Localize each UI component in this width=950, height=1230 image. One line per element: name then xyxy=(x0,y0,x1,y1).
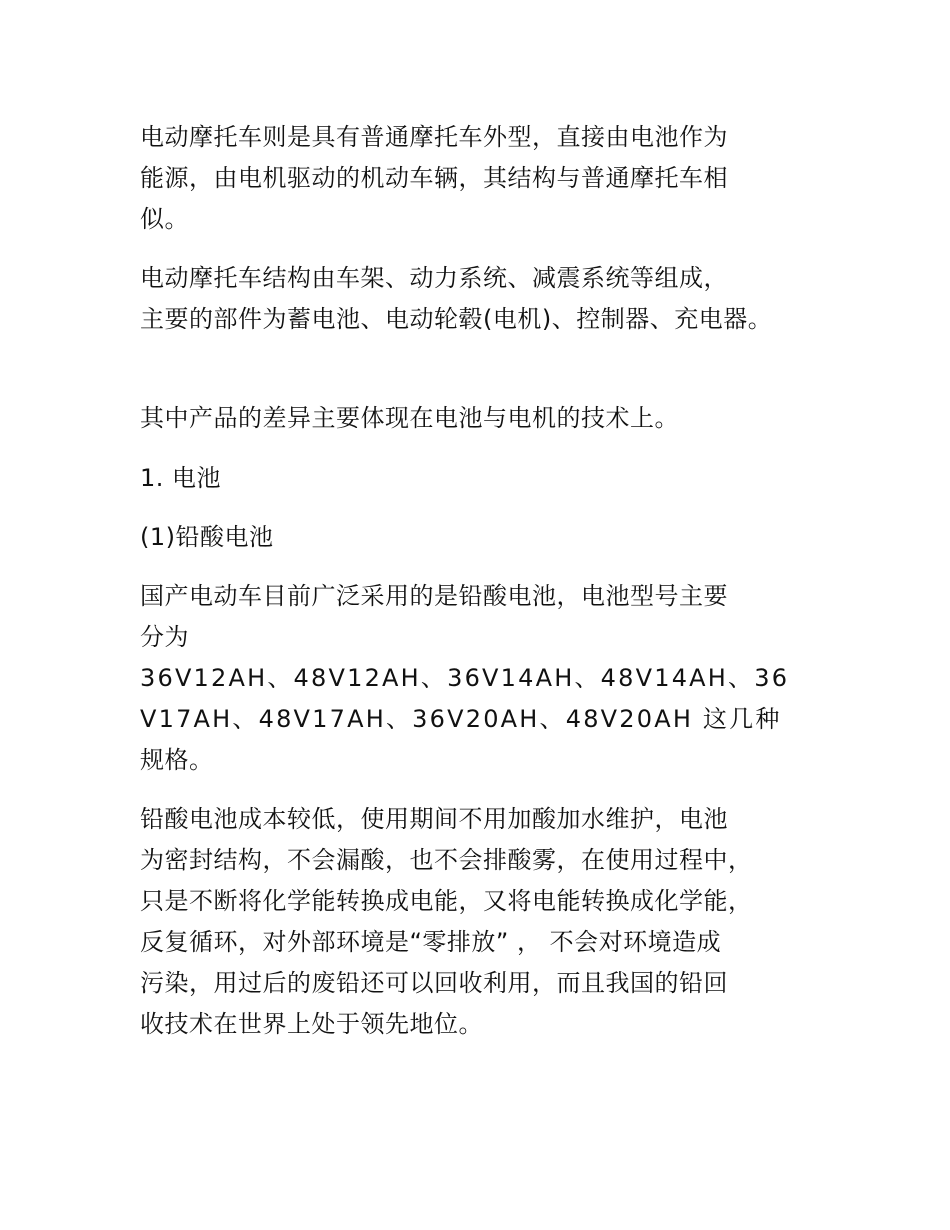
paragraph-1-line-2: 能源，由电机驱动的机动车辆，其结构与普通摩托车相 xyxy=(140,164,728,192)
paragraph-5-line-6: 收技术在世界上处于领先地位。 xyxy=(140,1010,483,1038)
paragraph-4-line-4: V17AH、48V17AH、36V20AH、48V20AH 这几种 xyxy=(140,705,782,733)
paragraph-5-line-4: 反复循环，对外部环境是“零排放” ， 不会对环境造成 xyxy=(140,928,722,956)
paragraph-2-line-1: 电动摩托车结构由车架、动力系统、减震系统等组成， xyxy=(140,264,728,292)
paragraph-5-line-3: 只是不断将化学能转换成电能，又将电能转换成化学能， xyxy=(140,887,753,915)
paragraph-4-line-3: 36V12AH、48V12AH、36V14AH、48V14AH、36 xyxy=(140,664,790,692)
paragraph-2-line-2: 主要的部件为蓄电池、电动轮毂(电机)、控制器、充电器。 xyxy=(140,305,773,333)
paragraph-5-line-5: 污染，用过后的废铅还可以回收利用，而且我国的铅回 xyxy=(140,969,728,997)
section-heading-battery: 1. 电池 xyxy=(140,464,222,492)
subsection-heading-lead-acid: (1)铅酸电池 xyxy=(140,523,274,551)
paragraph-5-line-1: 铅酸电池成本较低，使用期间不用加酸加水维护，电池 xyxy=(140,805,728,833)
paragraph-4-line-5: 规格。 xyxy=(140,746,214,774)
paragraph-1-line-3: 似。 xyxy=(140,205,189,233)
paragraph-1-line-1: 电动摩托车则是具有普通摩托车外型，直接由电池作为 xyxy=(140,123,728,151)
paragraph-3: 其中产品的差异主要体现在电池与电机的技术上。 xyxy=(140,404,679,432)
paragraph-4-line-1: 国产电动车目前广泛采用的是铅酸电池，电池型号主要 xyxy=(140,582,728,610)
paragraph-4-line-2: 分为 xyxy=(140,623,189,651)
paragraph-5-line-2: 为密封结构，不会漏酸，也不会排酸雾，在使用过程中， xyxy=(140,846,753,874)
